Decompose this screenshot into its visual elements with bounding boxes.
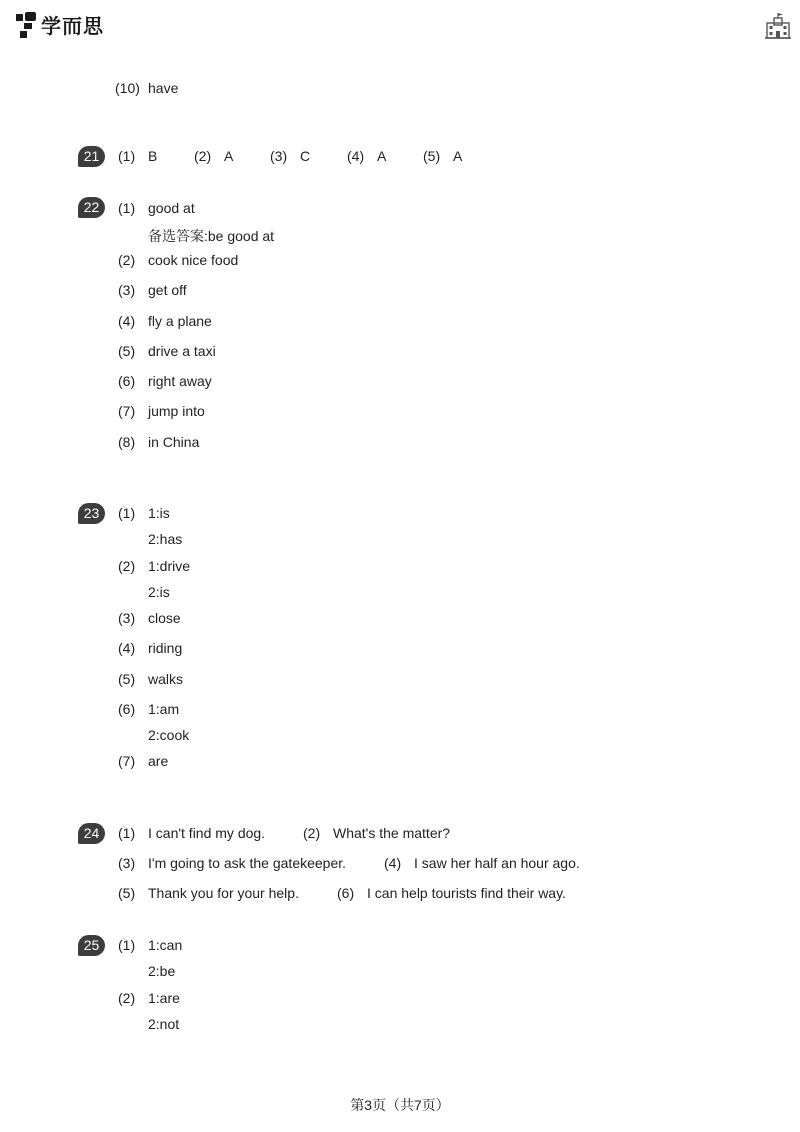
q24-answer-1: I can't find my dog.: [148, 825, 266, 841]
q23-answer-6-line-2: 2:cook: [148, 727, 190, 743]
q25-answer-2-line-2: 2:not: [148, 1016, 180, 1032]
q22-label-4: (4): [118, 313, 136, 329]
q23-label-7: (7): [118, 753, 136, 769]
q24-answer-6: I can help tourists find their way.: [367, 885, 566, 901]
q22-answer-5: drive a taxi: [148, 343, 216, 359]
q22-label-2: (2): [118, 252, 136, 268]
q23-answer-2-line-2: 2:is: [148, 584, 170, 600]
q23-label-5: (5): [118, 671, 136, 687]
q21-answer-4: A: [377, 148, 387, 164]
q24-label-4: (4): [384, 855, 402, 871]
q22-answer-4: fly a plane: [148, 313, 212, 329]
q21-label-3: (3): [270, 148, 288, 164]
q25-label-2: (2): [118, 990, 136, 1006]
q24-answer-5: Thank you for your help.: [148, 885, 299, 901]
q23-answer-5: walks: [148, 671, 184, 687]
q25-label-1: (1): [118, 937, 136, 953]
q21-label-1: (1): [118, 148, 136, 164]
q22-answer-6: right away: [148, 373, 212, 389]
q23-label-2: (2): [118, 558, 136, 574]
q22-answer-7: jump into: [148, 403, 205, 419]
q24-label-3: (3): [118, 855, 136, 871]
q22-answer-1: good at: [148, 200, 195, 216]
q23-answer-3: close: [148, 610, 181, 626]
brand-logo: [16, 10, 104, 39]
q22-label-7: (7): [118, 403, 136, 419]
q23-answer-7: are: [148, 753, 169, 769]
carry-over-answer: have: [148, 80, 179, 96]
q25-answer-1-line-1: 1:can: [148, 937, 183, 953]
q22-label-6: (6): [118, 373, 136, 389]
q23-answer-2-line-1: 1:drive: [148, 558, 191, 574]
brand-name: 学而思: [41, 14, 104, 38]
q24-label-2: (2): [303, 825, 321, 841]
q24-answer-2: What's the matter?: [333, 825, 451, 841]
xueersi-logo-icon: [16, 12, 38, 38]
question-badge-23: 23: [78, 503, 105, 524]
q24-answer-4: I saw her half an hour ago.: [414, 855, 580, 871]
q21-label-4: (4): [347, 148, 365, 164]
q22-answer-1-alt: 备选答案:be good at: [148, 228, 275, 244]
q22-label-1: (1): [118, 200, 136, 216]
q21-answer-5: A: [453, 148, 463, 164]
q22-answer-2: cook nice food: [148, 252, 239, 268]
q21-answer-3: C: [300, 148, 311, 164]
q22-answer-8: in China: [148, 434, 200, 450]
q24-answer-3: I'm going to ask the gatekeeper.: [148, 855, 347, 871]
question-badge-24: 24: [78, 823, 105, 844]
q21-label-5: (5): [423, 148, 441, 164]
q23-label-1: (1): [118, 505, 136, 521]
school-building-icon: [764, 12, 792, 40]
q23-answer-1-line-1: 1:is: [148, 505, 170, 521]
q24-label-6: (6): [337, 885, 355, 901]
q23-label-6: (6): [118, 701, 136, 717]
question-badge-25: 25: [78, 935, 105, 956]
q22-label-5: (5): [118, 343, 136, 359]
carry-over-label: (10): [115, 80, 140, 96]
q24-label-1: (1): [118, 825, 136, 841]
q22-answer-3: get off: [148, 282, 187, 298]
q21-answer-1: B: [148, 148, 158, 164]
q23-label-3: (3): [118, 610, 136, 626]
question-badge-22: 22: [78, 197, 105, 218]
q22-label-3: (3): [118, 282, 136, 298]
q21-answer-2: A: [224, 148, 234, 164]
q24-label-5: (5): [118, 885, 136, 901]
q25-answer-2-line-1: 1:are: [148, 990, 180, 1006]
page-number: 第3页（共7页）: [350, 1097, 450, 1113]
q25-answer-1-line-2: 2:be: [148, 963, 176, 979]
q21-label-2: (2): [194, 148, 212, 164]
q23-label-4: (4): [118, 640, 136, 656]
q23-answer-6-line-1: 1:am: [148, 701, 180, 717]
q23-answer-4: riding: [148, 640, 183, 656]
q23-answer-1-line-2: 2:has: [148, 531, 183, 547]
q22-label-8: (8): [118, 434, 136, 450]
question-badge-21: 21: [78, 146, 105, 167]
